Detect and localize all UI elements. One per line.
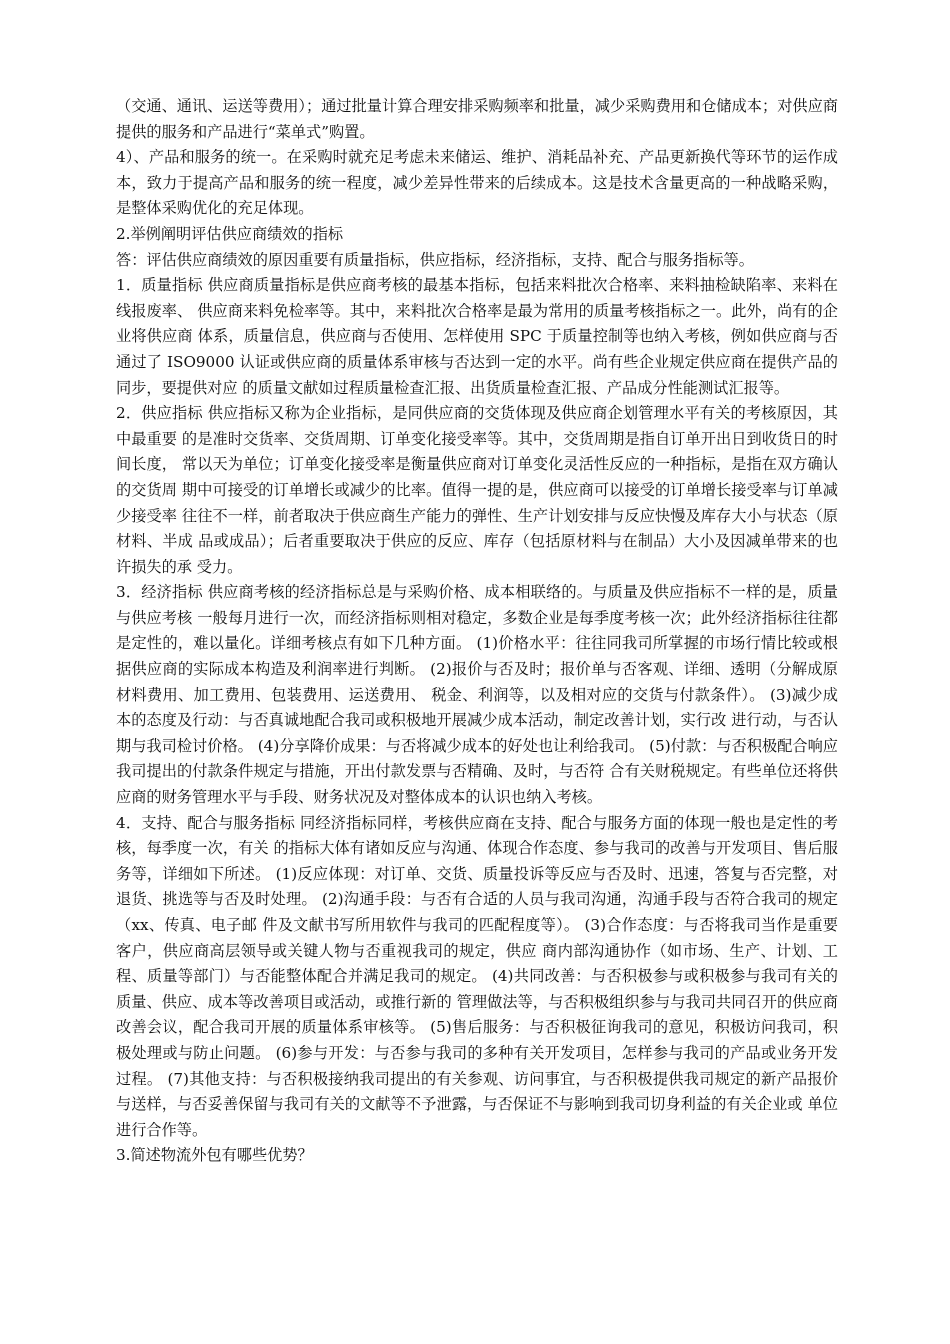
question-2-heading: 2.举例阐明评估供应商绩效的指标 bbox=[116, 224, 344, 243]
question-2-answer: 答：评估供应商绩效的原因重要有质量指标，供应指标，经济指标，支持、配合与服务指标等。 bbox=[116, 250, 754, 269]
quality-indicator-paragraph: 1．质量指标 供应商质量指标是供应商考核的最基本指标，包括来料批次合格率、来料抽检缺陷率、来料在线报废率、 供应商来料免检率等。其中，来料批次合格率是最为常用的质量考核指标之一。此外，尚有的企业将供应商 体系，质量信息，供应商与否使用、怎样使用 SPC 于质量控制等也纳入考核，例如供应商与否通过了 ISO9000 认证或供应商的质量体系审核与否达到一定的水平。尚有些企业规定供应商在提供产品的同步，要提供对应 的质量文献如过程质量检查汇报、出货质量检查汇报、产品成分性能测试汇报等。 bbox=[116, 276, 838, 397]
question-3-heading: 3.简述物流外包有哪些优势？ bbox=[116, 1146, 313, 1165]
economic-indicator-paragraph: 3．经济指标 供应商考核的经济指标总是与采购价格、成本相联络的。与质量及供应指标不一样的是，质量与供应考核 一般每月进行一次，而经济指标则相对稳定，多数企业是每季度考核一次；此外经济指标往往都是定性的，难以量化。详细考核点有如下几种方面。 (1)价格水平：往往同我司所掌握的市场行情比较或根据供应商的实际成本构造及利润率进行判断。 (2)报价与否及时；报价单与否客观、详细、透明（分解成原材料费用、加工费用、包装费用、运送费用、 税金、利润等，以及相对应的交货与付款条件）。 (3)减少成本的态度及行动：与否真诚地配合我司或积极地开展减少成本活动，制定改善计划，实行改 进行动，与否认期与我司检讨价格。 (4)分享降价成果：与否将减少成本的好处也让利给我司。 (5)付款：与否积极配合响应我司提出的付款条件规定与措施，开出付款发票与否精确、及时，与否符 合有关财税规定。有些单位还将供应商的财务管理水平与手段、财务状况及对整体成本的认识也纳入考核。 bbox=[116, 583, 838, 807]
paragraph-item-4: 4）、产品和服务的统一。在采购时就充足考虑未来储运、维护、消耗品补充、产品更新换代等环节的运作成本，致力于提高产品和服务的统一程度，减少差异性带来的后续成本。这是技术含量更高的一种战略采购，是整体采购优化的充足体现。 bbox=[116, 148, 838, 218]
document-page bbox=[116, 94, 838, 1169]
support-service-indicator-paragraph: 4．支持、配合与服务指标 同经济指标同样，考核供应商在支持、配合与服务方面的体现一般也是定性的考核，每季度一次，有关 的指标大体有诸如反应与沟通、体现合作态度、参与我司的改善与开发项目、售后服务等，详细如下所述。 (1)反应体现：对订单、交货、质量投诉等反应与否及时、迅速，答复与否完整，对退货、挑选等与否及时处理。 (2)沟通手段：与否有合适的人员与我司沟通，沟通手段与否符合我司的规定（xx、传真、电子邮 件及文献书写所用软件与我司的匹配程度等）。 (3)合作态度：与否将我司当作是重要客户，供应商高层领导或关键人物与否重视我司的规定，供应 商内部沟通协作（如市场、生产、计划、工程、质量等部门）与否能整体配合并满足我司的规定。 (4)共同改善：与否积极参与或积极参与我司有关的质量、供应、成本等改善项目或活动，或推行新的 管理做法等，与否积极组织参与与我司共同召开的供应商改善会议，配合我司开展的质量体系审核等。 (5)售后服务：与否积极征询我司的意见，积极访问我司，积极处理或与防止问题。 (6)参与开发：与否参与我司的多种有关开发项目，怎样参与我司的产品或业务开发过程。 (7)其他支持：与否积极接纳我司提出的有关参观、访问事宜，与否积极提供我司规定的新产品报价 与送样，与否妥善保留与我司有关的文献等不予泄露，与否保证不与影响到我司切身利益的有关企业或 单位进行合作等。 bbox=[116, 813, 838, 1139]
paragraph-intro-continuation: （交通、通讯、运送等费用）；通过批量计算合理安排采购频率和批量，减少采购费用和仓储成本；对供应商提供的服务和产品进行“菜单式”购置。 bbox=[116, 97, 838, 141]
supply-indicator-paragraph: 2．供应指标 供应指标又称为企业指标，是同供应商的交货体现及供应商企划管理水平有关的考核原因，其中最重要 的是准时交货率、交货周期、订单变化接受率等。其中，交货周期是指自订单开出日到收货日的时间长度， 常以天为单位；订单变化接受率是衡量供应商对订单变化灵活性反应的一种指标，是指在双方确认的交货周 期中可接受的订单增长或减少的比率。值得一提的是，供应商可以接受的订单增长接受率与订单减少接受率 往往不一样，前者取决于供应商生产能力的弹性、生产计划安排与反应快慢及库存大小与状态（原材料、半成 品或成品）；后者重要取决于供应的反应、库存（包括原材料与在制品）大小及因减单带来的也许损失的承 受力。 bbox=[116, 404, 838, 576]
